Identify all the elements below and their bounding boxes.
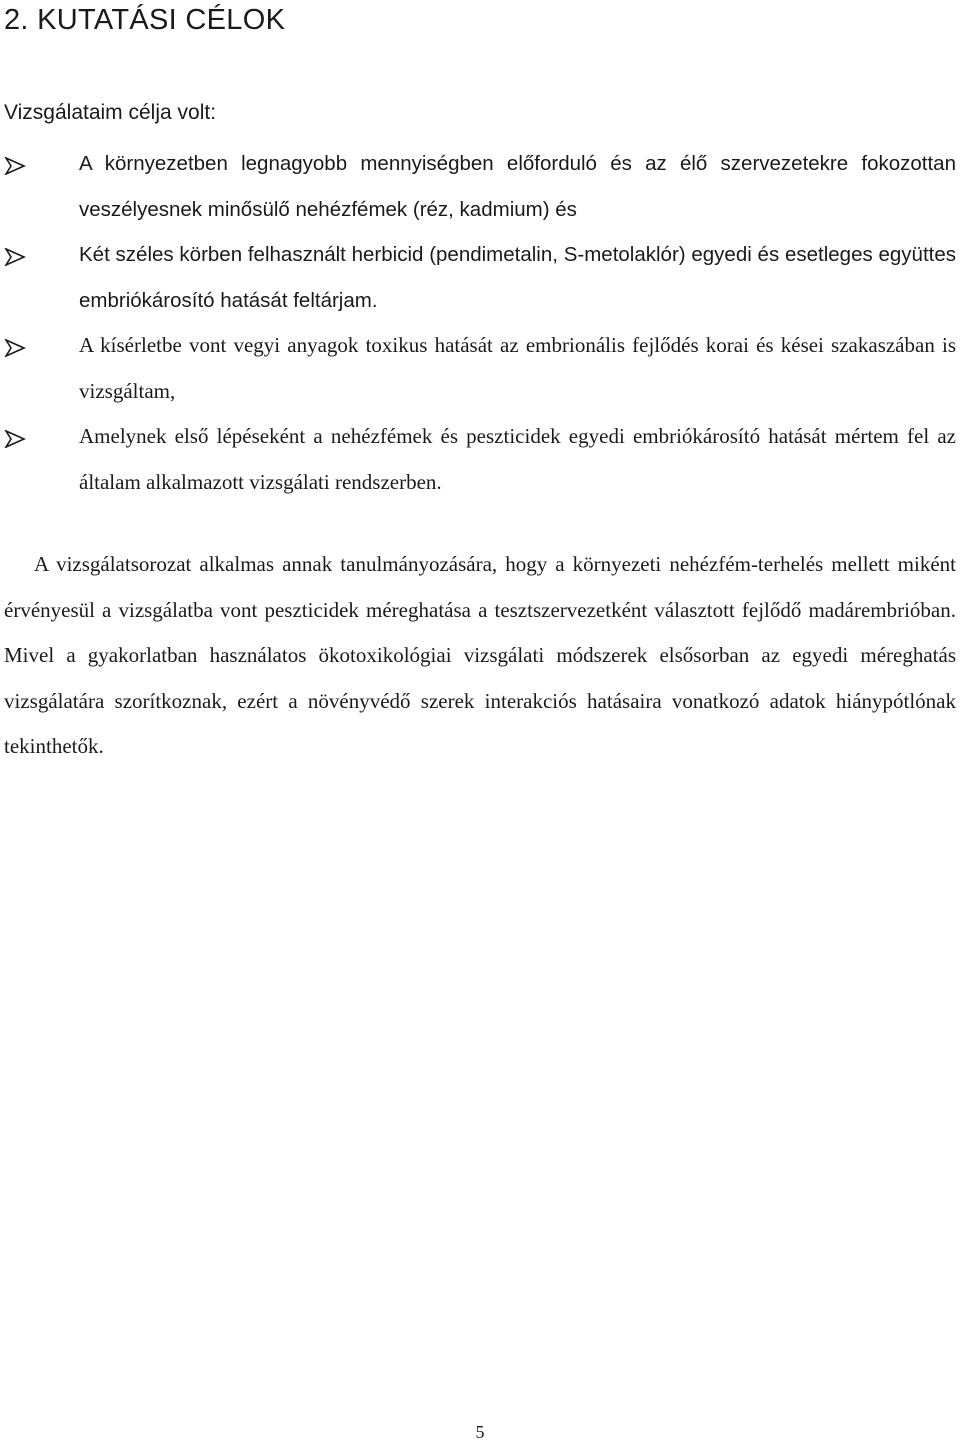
- goal-item-text: A környezetben legnagyobb mennyiségben előforduló és az élő szervezetekre fokozottan veszélyesnek minősülő nehézfémek (réz, kadmium) és: [79, 152, 956, 221]
- goal-item: [0, 141, 960, 232]
- goal-item: [0, 414, 960, 505]
- arrowhead-bullet-icon: [4, 248, 26, 266]
- goal-item: [0, 232, 960, 323]
- arrowhead-bullet-icon: [4, 339, 26, 357]
- body-paragraph: A vizsgálatsorozat alkalmas annak tanulmányozására, hogy a környezeti nehézfém-terhelés mellett miként érvényesül a vizsgálatba vont peszticidek méreghatása a tesztszervezetként választott fejlődő madárembrióban. Mivel a gyakorlatban használatos ökotoxikológiai vizsgálati módszerek elsősorban az egyedi méreghatás vizsgálatára szorítkoznak, ezért a növényvédő szerek interakciós hatásaira vonatkozó adatok hiánypótlónak tekinthetők.: [4, 552, 956, 758]
- section-heading: 2. KUTATÁSI CÉLOK: [4, 4, 286, 36]
- goal-item-text: Két széles körben felhasznált herbicid (pendimetalin, S-metolaklór) egyedi és esetleges együttes embriókárosító hatását feltárjam.: [79, 243, 956, 312]
- goal-item: [0, 323, 960, 414]
- goal-item-text: A kísérletbe vont vegyi anyagok toxikus hatását az embrionális fejlődés korai és kései szakaszában is vizsgáltam,: [79, 333, 956, 403]
- goals-list: [0, 141, 960, 505]
- arrowhead-bullet-icon: [4, 157, 26, 175]
- goal-item-text: Amelynek első lépéseként a nehézfémek és peszticidek egyedi embriókárosító hatását mértem fel az általam alkalmazott vizsgálati rendszerben.: [79, 424, 956, 494]
- page-number: 5: [475, 1422, 485, 1442]
- arrowhead-bullet-icon: [4, 430, 26, 448]
- intro-text: Vizsgálataim célja volt:: [4, 101, 217, 124]
